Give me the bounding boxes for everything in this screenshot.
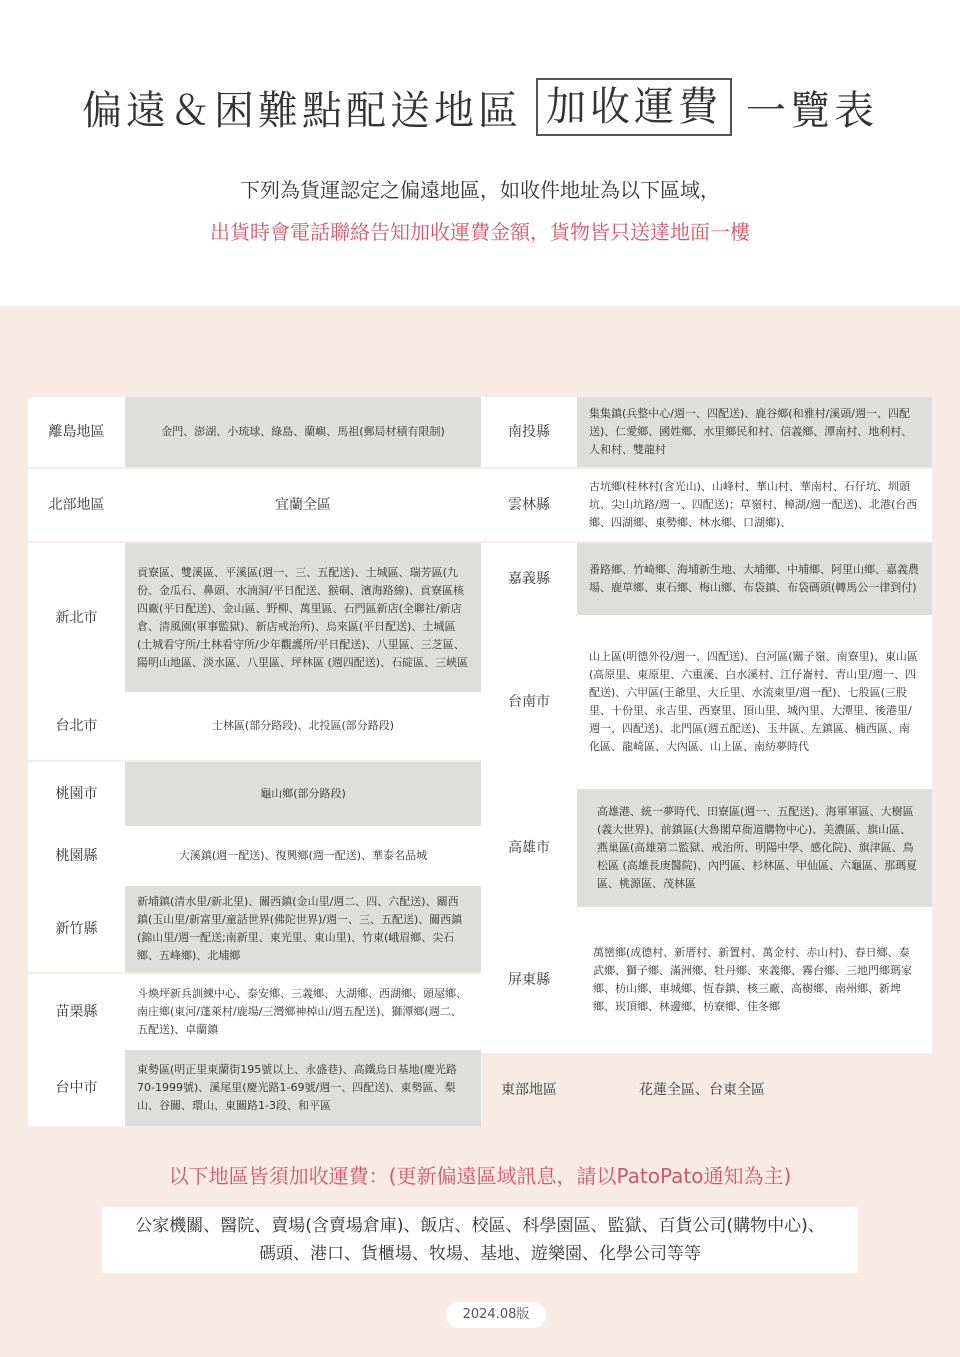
- region-detail: 集集鎮(兵整中心/週一、四配送)、鹿谷鄉(和雅村/溪頭/週一、四配送)、仁愛鄉、國姓鄉、水里鄉民和村、信義鄉、潭南村、地利村、人和村、雙龍村: [577, 397, 932, 467]
- region-detail: 番路鄉、竹崎鄉、海埔新生地、大埔鄉、中埔鄉、阿里山鄉、嘉義農場、鹿草鄉、東石鄉、梅山鄉、布袋鎮、布袋碼頭(轉馬公一律到付): [577, 543, 932, 615]
- region-label: 高雄市: [481, 789, 577, 907]
- region-label: 北部地區: [28, 469, 125, 541]
- region-detail: 斗煥坪新兵訓練中心、泰安鄉、三義鄉、大湖鄉、西湖鄉、頭屋鄉、南庄鄉(東河/蓬萊村/鹿場/三灣鄉神棹山/週五配送)、獅潭鄉(週二、五配送)、卓蘭鎮: [125, 974, 481, 1050]
- region-label: 屏東縣: [481, 907, 577, 1053]
- region-label: 南投縣: [481, 397, 577, 467]
- region-label: 雲林縣: [481, 469, 577, 541]
- region-detail: 貢寮區、雙溪區、平溪區(週一、三、五配送)、土城區、瑞芳區(九份、金瓜石、鼻頭、水湳洞/平日配送、猴硐、濱海路線)、貢寮區核四廠(平日配送)、金山區、野柳、萬里區、石門區新店(全聯社/新店倉、清風園(軍事監獄)、新店戒治所)、烏來區(平日配送)、土城區(土城看守所/土林看守所/少年觀護所/平日配送)、八里區、三芝區、陽明山地區、淡水區、八里區、坪林區 (週四配送)、石碇區、三峽區: [125, 543, 481, 692]
- title-boxed: 加收運費: [536, 78, 732, 136]
- region-label: 新北市: [28, 543, 125, 692]
- title-part2: 一覽表: [746, 87, 878, 134]
- region-label: 東部地區: [501, 1081, 557, 1098]
- region-label: 台中市: [28, 1050, 125, 1126]
- region-label: 離島地區: [28, 397, 125, 467]
- subtitle-1: 下列為貨運認定之偏遠地區，如收件地址為以下區域，: [240, 178, 720, 202]
- region-label: 桃園市: [28, 762, 125, 826]
- surcharge-list-line2: 碼頭、港口、貨櫃場、牧場、基地、遊樂園、化學公司等等: [259, 1244, 701, 1264]
- title-part1: 偏遠＆困難點配送地區: [82, 87, 522, 134]
- region-detail: 新埔鎮(清水里/新北里)、關西鎮(金山里/週二、四、六配送)、關西鎮(玉山里/新富里/童話世界(佛陀世界)/週一、三、五配送)、關西鎮(錦山里/週一配送;南新里、東光里、東山里)、竹東(峨眉鄉、尖石鄉、五峰鄉)、北埔鄉: [125, 886, 481, 972]
- region-label: 桃園縣: [28, 826, 125, 886]
- region-detail: 古坑鄉(桂林村(含光山)、山峰村、華山村、華南村、石仔坑、圳頭坑、尖山坑路/週一、四配送)；草嶺村、樟湖/週一配送)、北港(台西鄉、四湖鄉、東勢鄉、林水鄉、口湖鄉)、: [577, 469, 932, 541]
- region-detail: 萬巒鄉(成德村、新厝村、新置村、萬金村、赤山村)、春日鄉、泰武鄉、獅子鄉、滿洲鄉、牡丹鄉、來義鄉、霧台鄉、三地門鄉瑪家鄉、枋山鄉、車城鄉、恆春鎮、核三廠、高樹鄉、南州鄉、新埤鄉、崁頂鄉、林邊鄉、枋寮鄉、佳冬鄉: [577, 907, 932, 1053]
- region-detail: 大溪鎮(週一配送)、復興鄉(週一配送)、華泰名品城: [125, 826, 481, 886]
- region-detail: 士林區(部分路段)、北投區(部分路段): [125, 692, 481, 760]
- region-detail: 龜山鄉(部分路段): [125, 762, 481, 826]
- surcharge-list-box: [102, 1207, 858, 1273]
- version-badge: 2024.08版: [446, 1302, 546, 1328]
- region-detail: 東勢區(明正里東蘭街195號以上、永盛巷)、高鐵烏日基地(慶光路70-1999號)、溪尾里(慶光路1-69號/週一、四配送)、東勢區、梨山、谷關、環山、東關路1-3段、和平區: [125, 1050, 481, 1126]
- region-label: 新竹縣: [28, 886, 125, 972]
- page-title: [0, 78, 960, 136]
- region-detail: 花蓮全區、台東全區: [639, 1081, 765, 1098]
- region-detail: 宜蘭全區: [125, 469, 481, 541]
- region-label: 苗栗縣: [28, 974, 125, 1050]
- header-section: [0, 0, 960, 306]
- region-label: 台南市: [481, 615, 577, 789]
- surcharge-note: 以下地區皆須加收運費：(更新偏遠區域訊息，請以PatoPato通知為主): [168, 1164, 792, 1188]
- region-detail: 金門、澎湖、小琉球、綠島、蘭嶼、馬祖(郵局材積有限制): [125, 397, 481, 467]
- region-detail: 高雄港、統一夢時代、田寮區(週一、五配送)、海軍軍區、大樹區(義大世界)、前鎮區(大魯閣草衙道購物中心)、美濃區、旗山區、燕巢區(高雄第二監獄、戒治所、明陽中學、感化院)、旗津區、鳥松區 (高雄長庚醫院)、內門區、杉林區、甲仙區、六龜區、那瑪夏區、桃源區、茂林區: [577, 789, 932, 907]
- region-label: 台北市: [28, 692, 125, 760]
- region-label: 嘉義縣: [481, 543, 577, 615]
- region-detail: 山上區(明德外役/週一、四配送)、白河區(關子嶺、南寮里)、東山區(高原里、東原里、六重溪、白水溪村、江仔崙村、青山里/週一、四配送)、六甲區(王爺里、大丘里、水流東里/週一配)、七股區(三股里、十份里、永吉里、西寮里、頂山里、城內里、大潭里、後港里/週一、四配送)、北門區(週五配送)、玉井區、左鎮區、楠西區、南化區、龍崎區、大內區、山上區、南紡夢時代: [577, 615, 932, 789]
- subtitle-2: 出貨時會電話聯絡告知加收運費金額，貨物皆只送達地面一樓: [210, 220, 750, 244]
- surcharge-list-line1: 公家機關、醫院、賣場(含賣場倉庫)、飯店、校區、科學園區、監獄、百貨公司(購物中心)、: [135, 1216, 825, 1236]
